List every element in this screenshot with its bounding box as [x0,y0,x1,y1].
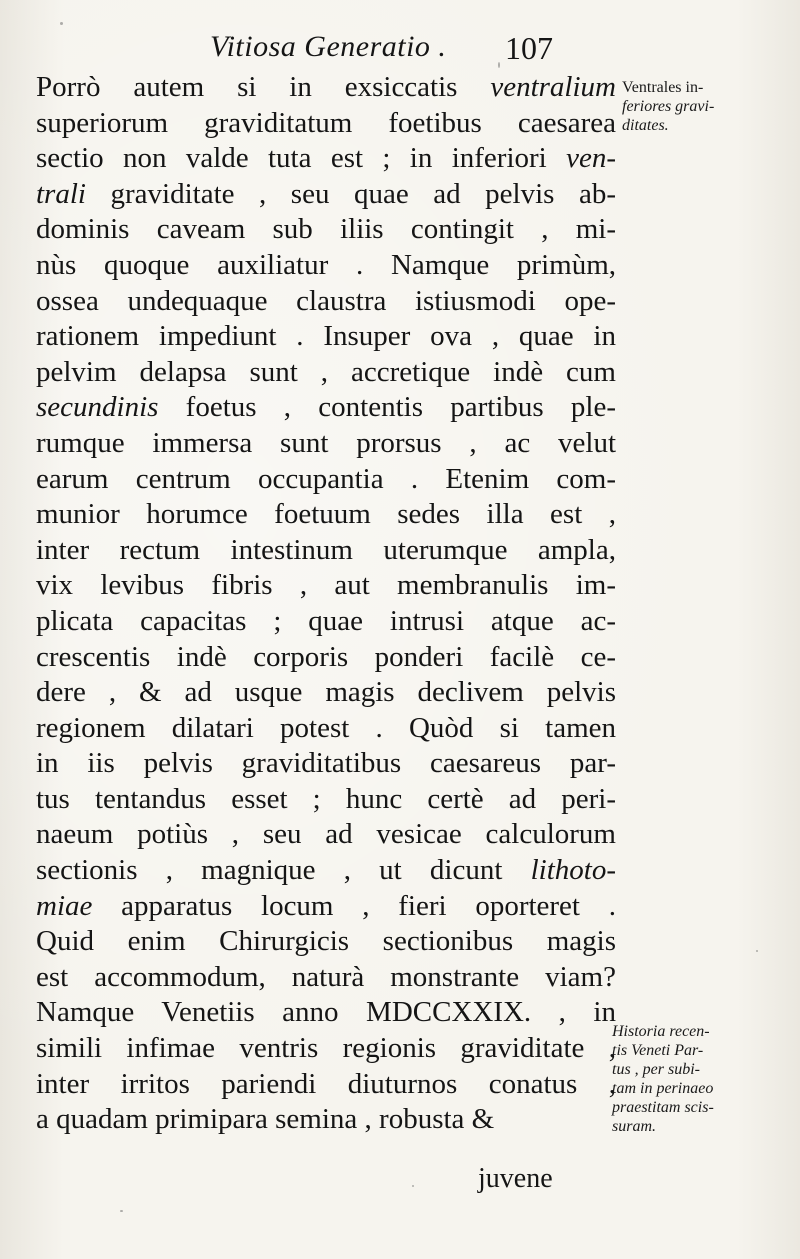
margin-note-line: tus , per subi- [612,1061,700,1078]
running-title: Vitiosa Generatio . [210,30,447,63]
text-segment: crescentis indè corporis ponderi facilè ce- [36,640,616,673]
text-line [36,1067,616,1103]
text-segment: graviditate , seu quae ad pelvis ab- [85,177,616,210]
text-segment: a quadam primipara semina , robusta & [36,1103,495,1136]
margin-note-line: tam in perinaeo [612,1080,714,1097]
italic-segment: lithoto- [530,854,616,887]
text-segment: tus tentandus esset ; hunc certè ad peri- [36,782,616,815]
paper-speck [498,62,500,68]
text-line [36,782,616,818]
text-segment: Porrò autem si in exsiccatis [36,71,491,103]
text-line [36,390,616,426]
text-line [36,426,616,462]
text-segment: pelvim delapsa sunt , accretique indè cum [36,355,616,388]
text-segment: earum centrum occupantia . Etenim com- [36,462,616,495]
text-segment: rumque immersa sunt prorsus , ac velut [36,426,616,459]
text-segment: sectionis , magnique , ut dicunt [36,854,531,887]
text-line [36,141,616,177]
page-number: 107 [505,30,553,66]
main-text-block [36,70,616,1138]
paper-speck [756,950,758,952]
paper-speck [120,1210,123,1212]
text-line [36,924,616,960]
text-segment: nùs quoque auxiliatur . Namque primùm, [36,248,616,281]
text-segment: plicata capacitas ; quae intrusi atque ac- [36,604,616,637]
text-segment: dominis caveam sub iliis contingit , mi- [36,213,616,246]
text-segment: apparatus locum , fieri oporteret . [92,889,616,922]
text-segment: sectio non valde tuta est ; in inferiori [36,142,567,175]
italic-segment: trali [36,177,86,210]
text-line [36,177,616,213]
text-line [36,248,616,284]
text-line [36,853,616,889]
text-line [36,889,616,925]
text-line [36,462,616,498]
text-segment: inter irritos pariendi diuturnos conatus , [36,1067,616,1100]
text-line [36,604,616,640]
running-head [210,30,600,70]
text-segment: naeum potiùs , seu ad vesicae calculorum [36,818,616,851]
text-line [36,1031,616,1067]
text-line [36,212,616,248]
text-segment: regionem dilatari potest . Quòd si tamen [36,711,616,744]
text-line [36,284,616,320]
italic-segment: ventralium [490,71,616,103]
margin-note-line: Historia recen- [612,1023,710,1040]
text-segment: ossea undequaque claustra istiusmodi ope- [36,284,616,317]
text-line [36,106,616,142]
text-line [36,568,616,604]
margin-note-line: ditates. [622,117,669,134]
text-line [36,319,616,355]
text-segment: dere , & ad usque magis declivem pelvis [36,676,616,709]
margin-note-ventrales [622,78,792,135]
text-segment: Namque Venetiis anno MDCCXXIX. , in [36,996,616,1029]
margin-note-historia [612,1022,792,1136]
margin-note-line: feriores gravi- [622,98,715,115]
text-line [36,1102,616,1138]
text-line [36,355,616,391]
paper-speck [60,22,63,25]
text-line [36,675,616,711]
text-segment: vix levibus fibris , aut membranulis im- [36,569,616,602]
catchword: juvene [478,1163,553,1194]
text-line [36,817,616,853]
text-segment: foetus , contentis partibus ple- [158,391,616,424]
text-line [36,70,616,106]
italic-segment: ven- [566,142,616,175]
text-line [36,995,616,1031]
text-segment: Quid enim Chirurgicis sectionibus magis [36,925,616,958]
italic-segment: miae [36,889,93,922]
text-segment: est accommodum, naturà monstrante viam? [36,960,616,993]
text-segment: superiorum graviditatum foetibus caesarea [36,106,616,139]
text-segment: simili infimae ventris regionis graviditate , [36,1032,616,1065]
text-segment: inter rectum intestinum uterumque ampla, [36,533,616,566]
margin-note-line: tis Veneti Par- [612,1042,704,1059]
paper-speck [412,1185,414,1187]
italic-segment: secundinis [36,391,159,424]
text-line [36,497,616,533]
text-line [36,960,616,996]
text-segment: rationem impediunt . Insuper ova , quae in [36,320,616,353]
margin-note-line: Ventrales in- [622,79,704,96]
text-line [36,711,616,747]
text-line [36,533,616,569]
margin-note-line: suram. [612,1118,657,1135]
text-segment: in iis pelvis graviditatibus caesareus par- [36,747,616,780]
text-line [36,746,616,782]
text-segment: munior horumce foetuum sedes illa est , [36,498,616,531]
margin-note-line: praestitam scis- [612,1099,714,1116]
text-line [36,640,616,676]
